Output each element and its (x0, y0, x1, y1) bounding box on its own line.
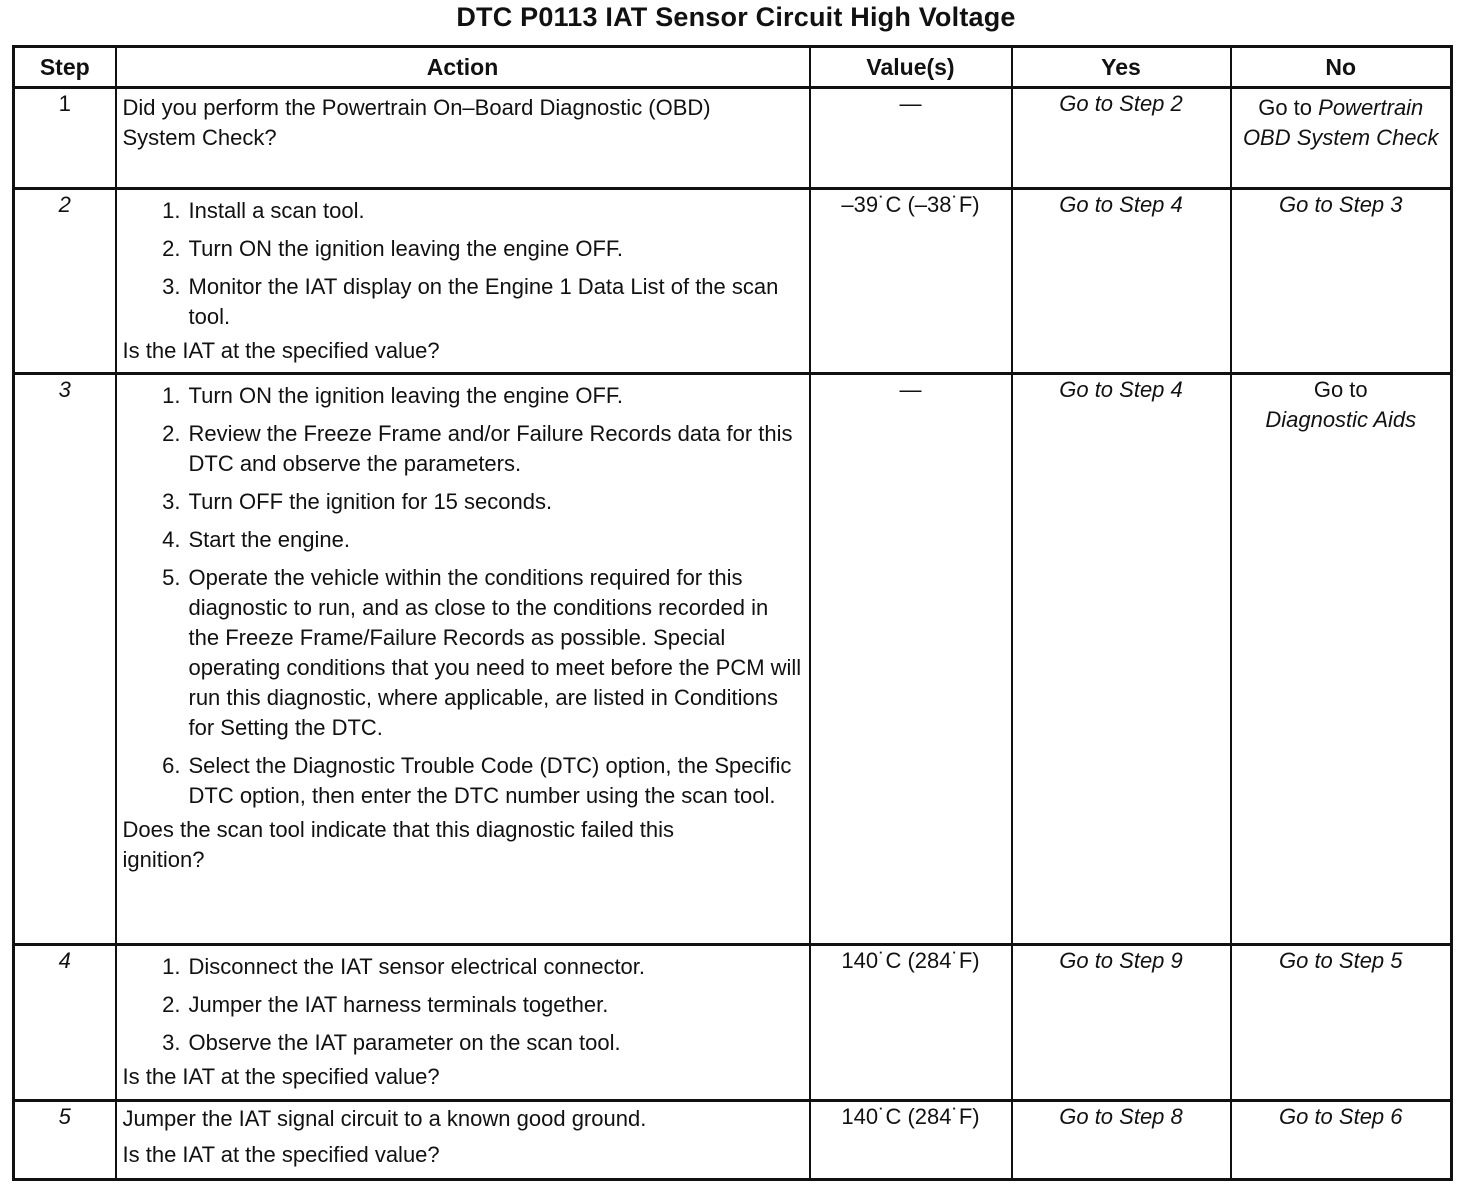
action-list (123, 381, 803, 811)
action-item: Turn OFF the ignition for 15 seconds. (188, 489, 553, 514)
header-no: No (1231, 47, 1452, 88)
question-text: Is the IAT at the specified value? (122, 1064, 440, 1089)
no-link-prefix: Go to (1313, 377, 1368, 402)
step-number: 5 (14, 1101, 116, 1180)
no-link[interactable] (1231, 88, 1452, 189)
value-cell: 140˙C (284˙F) (810, 945, 1012, 1101)
action-item: Install a scan tool. (188, 198, 365, 223)
value-cell: — (810, 374, 1012, 945)
table-row (14, 1101, 1452, 1180)
action-item: Disconnect the IAT sensor electrical connector. (188, 954, 646, 979)
action-item: Jumper the IAT harness terminals together. (188, 992, 609, 1017)
action-cell (116, 1101, 810, 1180)
table-row (14, 88, 1452, 189)
yes-link[interactable]: Go to Step 9 (1012, 945, 1231, 1101)
diagnostic-table (12, 45, 1453, 1181)
action-item: Observe the IAT parameter on the scan tool. (188, 1030, 621, 1055)
action-cell (116, 189, 810, 374)
header-yes: Yes (1012, 47, 1231, 88)
yes-link[interactable]: Go to Step 2 (1012, 88, 1231, 189)
action-cell (116, 945, 810, 1101)
yes-link[interactable]: Go to Step 8 (1012, 1101, 1231, 1180)
page-title: DTC P0113 IAT Sensor Circuit High Voltage (456, 2, 1016, 32)
no-link-target: Powertrain OBD System Check (1242, 95, 1439, 150)
question-text: Is the IAT at the specified value? (122, 338, 440, 363)
yes-link[interactable]: Go to Step 4 (1012, 189, 1231, 374)
no-link-prefix: Go to (1258, 95, 1313, 120)
value-cell: — (810, 88, 1012, 189)
action-item: Start the engine. (188, 527, 350, 552)
action-item: Review the Freeze Frame and/or Failure Records data for this DTC and observe the parameters. (188, 421, 793, 476)
no-link-target: Diagnostic Aids (1265, 407, 1417, 432)
step-number: 3 (14, 374, 116, 945)
no-link[interactable]: Go to Step 3 (1231, 189, 1452, 374)
yes-link[interactable]: Go to Step 4 (1012, 374, 1231, 945)
question-text: Is the IAT at the specified value? (122, 1142, 440, 1167)
step-number: 1 (14, 88, 116, 189)
action-text: Did you perform the Powertrain On–Board Diagnostic (OBD) System Check? (122, 95, 711, 150)
header-values: Value(s) (810, 47, 1012, 88)
question-text: Does the scan tool indicate that this diagnostic failed this ignition? (122, 817, 675, 872)
step-number: 2 (14, 189, 116, 374)
value-cell: –39˙C (–38˙F) (810, 189, 1012, 374)
action-cell (116, 88, 810, 189)
step-number: 4 (14, 945, 116, 1101)
action-item: Turn ON the ignition leaving the engine OFF. (188, 236, 624, 261)
action-item: Turn ON the ignition leaving the engine OFF. (188, 383, 624, 408)
action-item: Operate the vehicle within the conditions required for this diagnostic to run, and as close to the conditions recorded in the Freeze Frame/Failure Records as possible. Special operating conditions that you need to meet before the PCM will run this diagnostic, where applicable, are listed in Conditions for Setting the DTC. (188, 565, 802, 740)
no-link[interactable]: Go to Step 6 (1231, 1101, 1452, 1180)
header-row (14, 47, 1452, 88)
value-cell: 140˙C (284˙F) (810, 1101, 1012, 1180)
action-item: Select the Diagnostic Trouble Code (DTC) option, the Specific DTC option, then enter the DTC number using the scan tool. (188, 753, 792, 808)
table-row (14, 374, 1452, 945)
header-action: Action (116, 47, 810, 88)
action-list (123, 952, 803, 1058)
action-list (123, 196, 803, 332)
no-link[interactable]: Go to Step 5 (1231, 945, 1452, 1101)
action-text: Jumper the IAT signal circuit to a known good ground. (122, 1106, 647, 1131)
no-link[interactable] (1231, 374, 1452, 945)
header-step: Step (14, 47, 116, 88)
action-cell (116, 374, 810, 945)
action-item: Monitor the IAT display on the Engine 1 Data List of the scan tool. (188, 274, 779, 329)
table-row (14, 189, 1452, 374)
table-row (14, 945, 1452, 1101)
